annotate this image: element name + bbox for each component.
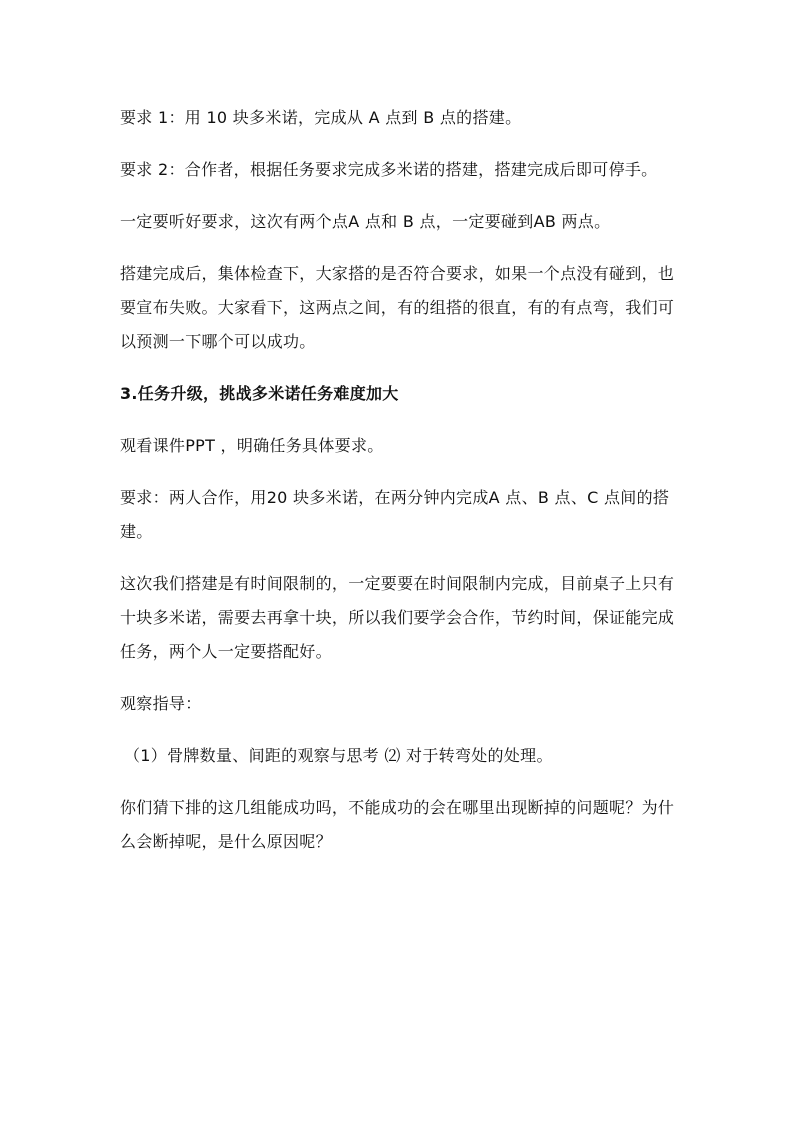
listen-instruction-paragraph: 一定要听好要求，这次有两个点A 点和 B 点，一定要碰到AB 两点。 bbox=[120, 212, 611, 231]
observation-points-paragraph: （1）骨牌数量、间距的观察与思考 ⑵ 对于转弯处的处理。 bbox=[124, 746, 553, 765]
document-body bbox=[120, 101, 676, 877]
prediction-question-paragraph: 你们猜下排的这几组能成功吗，不能成功的会在哪里出现断掉的问题呢？为什么会断掉呢，是什么原因呢？ bbox=[120, 798, 675, 851]
requirement-teamwork-paragraph: 要求：两人合作，用20 块多米诺，在两分钟内完成A 点、B 点、C 点间的搭建。 bbox=[120, 488, 670, 541]
requirement-1-paragraph: 要求 1：用 10 块多米诺，完成从 A 点到 B 点的搭建。 bbox=[120, 108, 522, 127]
check-after-build-paragraph: 搭建完成后，集体检查下，大家搭的是否符合要求，如果一个点没有碰到，也要宣布失败。大家看下，这两点之间，有的组搭的很直，有的有点弯，我们可以预测一下哪个可以成功。 bbox=[120, 264, 675, 351]
observation-guide-label: 观察指导： bbox=[120, 694, 202, 713]
time-limit-paragraph: 这次我们搭建是有时间限制的，一定要要在时间限制内完成，目前桌子上只有十块多米诺，需要去再拿十块，所以我们要学会合作，节约时间，保证能完成任务，两个人一定要搭配好。 bbox=[120, 574, 675, 661]
requirement-2-paragraph: 要求 2：合作者，根据任务要求完成多米诺的搭建，搭建完成后即可停手。 bbox=[120, 160, 658, 179]
section-heading-task-upgrade: 3.任务升级，挑战多米诺任务难度加大 bbox=[120, 384, 399, 403]
watch-ppt-paragraph: 观看课件PPT ，明确任务具体要求。 bbox=[120, 436, 384, 455]
